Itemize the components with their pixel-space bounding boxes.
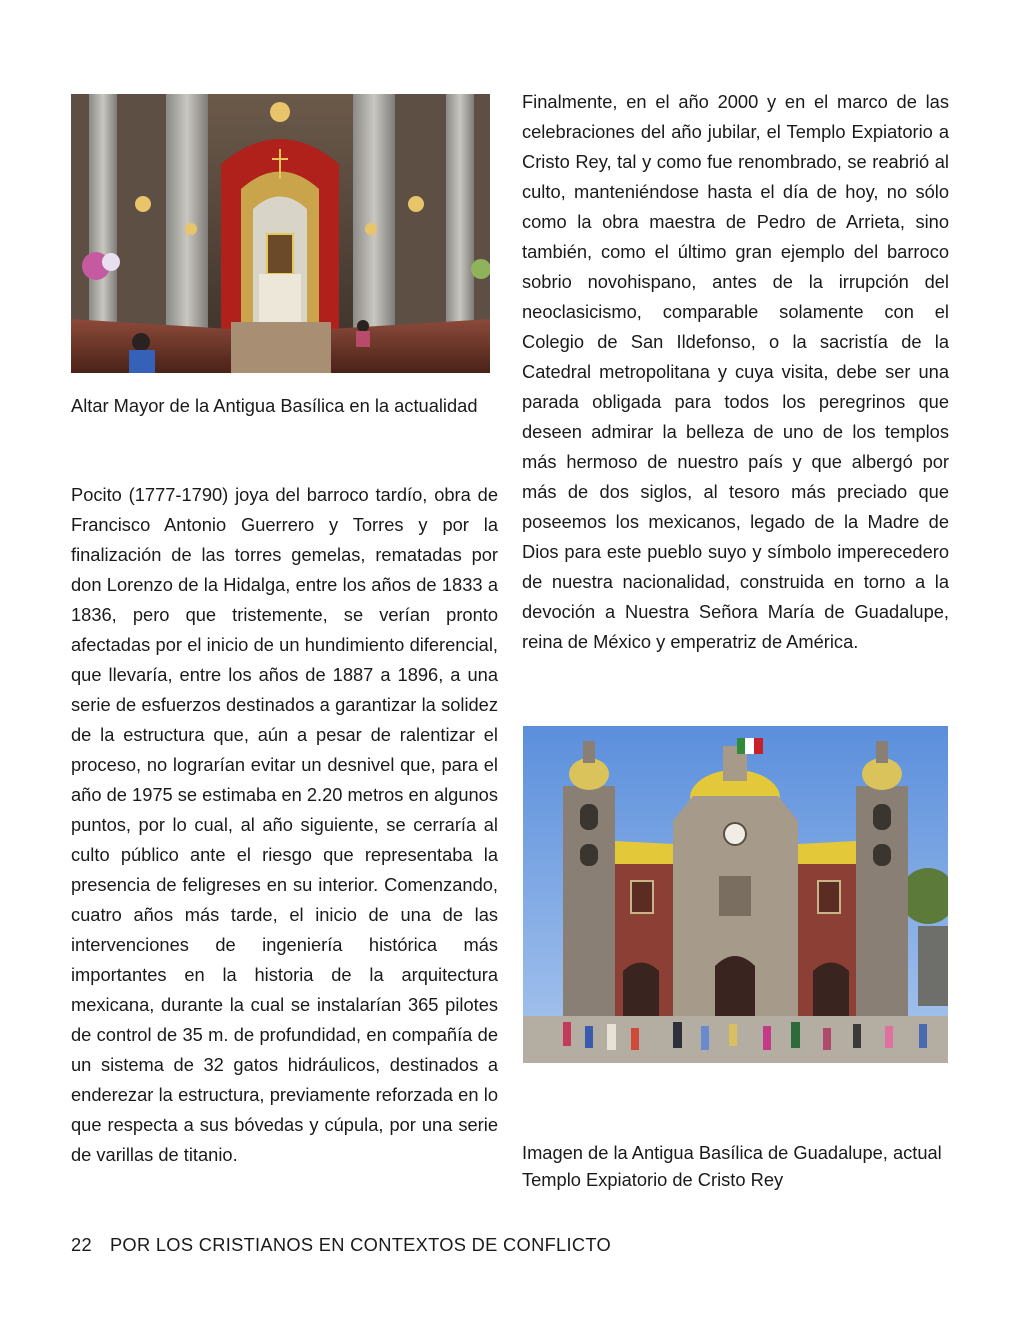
basilica-photo-caption: Imagen de la Antigua Basílica de Guadalupe, actual Templo Expiatorio de Cristo Rey [522, 1142, 942, 1190]
page-footer [71, 1234, 611, 1256]
page-number: 22 [71, 1234, 92, 1255]
basilica-photo [523, 726, 948, 1063]
altar-photo-caption: Altar Mayor de la Antigua Basílica en la actualidad [71, 395, 478, 416]
altar-photo [71, 94, 490, 373]
running-title: POR LOS CRISTIANOS EN CONTEXTOS DE CONFLICTO [109, 1234, 612, 1255]
right-paragraph: Finalmente, en el año 2000 y en el marco de las celebraciones del año jubilar, el Templo Expiatorio a Cristo Rey, tal y como fue renombrado, se reabrió al culto, manteniéndose hasta el día de hoy, no sólo como la obra maestra de Pedro de Arrieta, sino también, como el último gran ejemplo del barroco sobrio novohispano, antes de la irrupción del neoclasicismo, comparable solamente con el Colegio de San Ildefonso, o la sacristía de la Catedral metropolitana y cuya visita, debe ser una parada obligada para todos los peregrinos que deseen admirar la belleza de uno de los templos más hermoso de nuestro país y que albergó por más de dos siglos, al tesoro más preciado que poseemos los mexicanos, legado de la Madre de Dios para este pueblo suyo y símbolo imperecedero de nuestra nacionalidad, construida en torno a la devoción a Nuestra Señora María de Guadalupe, reina de México y emperatriz de América. [522, 91, 949, 652]
left-paragraph: Pocito (1777-1790) joya del barroco tardío, obra de Francisco Antonio Guerrero y Torres y por la finalización de las torres gemelas, rematadas por don Lorenzo de la Hidalga, entre los años de 1833 a 1836, pero que tristemente, se verían pronto afectadas por el inicio de un hundimiento diferencial, que llevaría, entre los años de 1887 a 1896, a una serie de esfuerzos destinados a garantizar la solidez de la estructura que, aún a pesar de ralentizar el proceso, no lograrían evitar un desnivel que, para el año de 1975 se estimaba en 2.20 metros en algunos puntos, por lo cual, al año siguiente, se cerraría al culto público ante el riesgo que representaba la presencia de feligreses en su interior. Comenzando, cuatro años más tarde, el inicio de una de las intervenciones de ingeniería histórica más importantes en la historia de la arquitectura mexicana, durante la cual se instalarían 365 pilotes de control de 35 m. de profundidad, en compañía de un sistema de 32 gatos hidráulicos, destinados a enderezar la estructura, previamente reforzada en lo que respecta a sus bóvedas y cúpula, por una serie de varillas de titanio. [71, 484, 498, 1165]
